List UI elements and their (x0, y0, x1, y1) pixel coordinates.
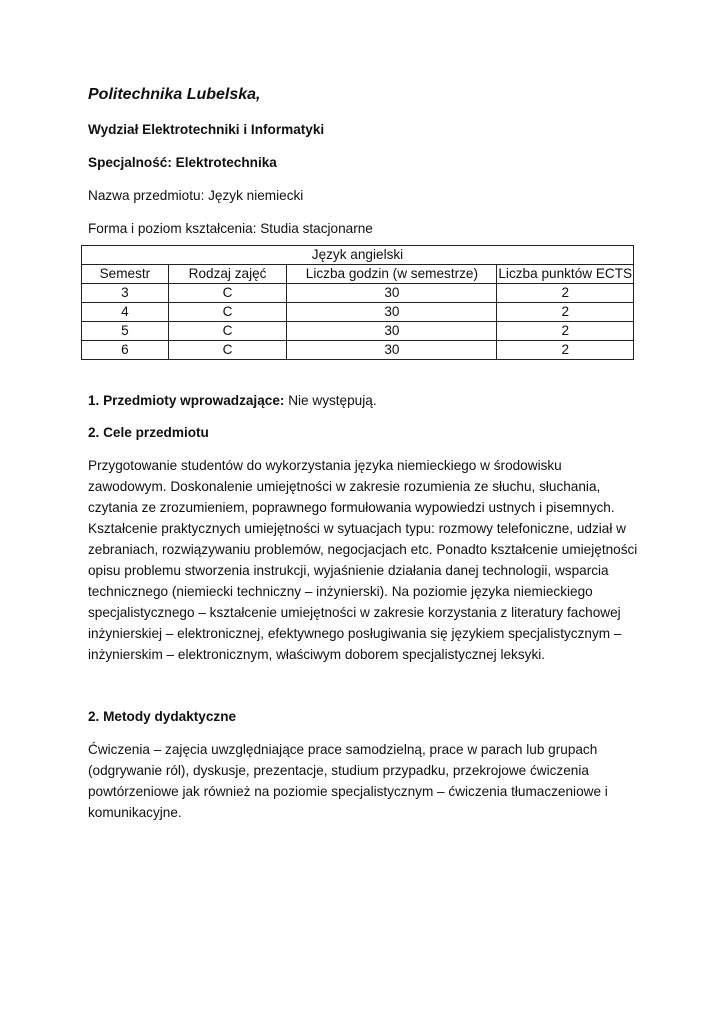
table-cell: C (168, 341, 287, 360)
table-cell: 5 (82, 322, 169, 341)
table-cell: C (168, 322, 287, 341)
table-title-row (82, 246, 634, 265)
table-row (82, 303, 634, 322)
table-cell: 30 (287, 322, 497, 341)
table-cell: 6 (82, 341, 169, 360)
study-form: Forma i poziom kształcenia: Studia stacjonarne (88, 221, 373, 236)
table-cell: 30 (287, 303, 497, 322)
table-cell: 2 (497, 303, 634, 322)
specialty: Specjalność: Elektrotechnika (88, 155, 277, 170)
faculty-name: Wydział Elektrotechniki i Informatyki (88, 122, 325, 137)
methods-heading: 2. Metody dydaktyczne (88, 709, 237, 724)
column-header: Liczba godzin (w semestrze) (287, 265, 497, 284)
table-cell: 2 (497, 284, 634, 303)
intro-subjects-label: 1. Przedmioty wprowadzające: (88, 393, 285, 408)
goals-text: Przygotowanie studentów do wykorzystania języka niemieckiego w środowisku zawodowym. Doskonalenie umiejętności w zakresie rozumienia ze słuchu, słuchania, czytania ze zrozumieniem, poprawnego formułowania wypowiedzi ustnych i pisemnych. Kształcenie praktycznych umiejętności w sytuacjach typu: rozmowy telefoniczne, udział w zebraniach, rozwiązywaniu problemów, negocjacjach etc. Ponadto kształcenie umiejętności opisu problemu stworzenia instrukcji, wyjaśnienie działania danej technologii, wsparcia technicznego (niemiecki techniczny – inżynierski). Na poziomie języka niemieckiego specjalistycznego – kształcenie umiejętności w zakresie korzystania z literatury fachowej inżynierskiej – elektronicznej, efektywnego posługiwania się językiem specjalistycznym – inżynierskim – elektronicznym, właściwym doborem specjalistycznej leksyki. (88, 458, 638, 662)
methods-text: Ćwiczenia – zajęcia uwzględniające prace samodzielną, prace w parach lub grupach (odgrywanie ról), dyskusje, prezentacje, studium przypadku, przekrojowe ćwiczenia powtórzeniowe jak również na poziomie specjalistycznym – ćwiczenia tłumaczeniowe i komunikacyjne. (88, 742, 608, 820)
university-name: Politechnika Lubelska, (88, 86, 261, 103)
table-cell: C (168, 284, 287, 303)
table-title: Język angielski (82, 246, 634, 265)
table-cell: 30 (287, 341, 497, 360)
table-cell: C (168, 303, 287, 322)
table-cell: 3 (82, 284, 169, 303)
table-row (82, 284, 634, 303)
course-table (81, 245, 634, 360)
column-header: Rodzaj zajęć (168, 265, 287, 284)
intro-subjects-value: Nie występują. (284, 393, 377, 408)
table-cell: 4 (82, 303, 169, 322)
table-row (82, 322, 634, 341)
intro-subjects (88, 391, 725, 411)
table-row (82, 341, 634, 360)
column-header: Semestr (82, 265, 169, 284)
table-header-row (82, 265, 634, 284)
table-cell: 2 (497, 341, 634, 360)
subject-name: Nazwa przedmiotu: Język niemiecki (88, 188, 304, 203)
goals-heading: 2. Cele przedmiotu (88, 425, 209, 440)
table-cell: 2 (497, 322, 634, 341)
table-cell: 30 (287, 284, 497, 303)
column-header: Liczba punktów ECTS (497, 265, 634, 284)
